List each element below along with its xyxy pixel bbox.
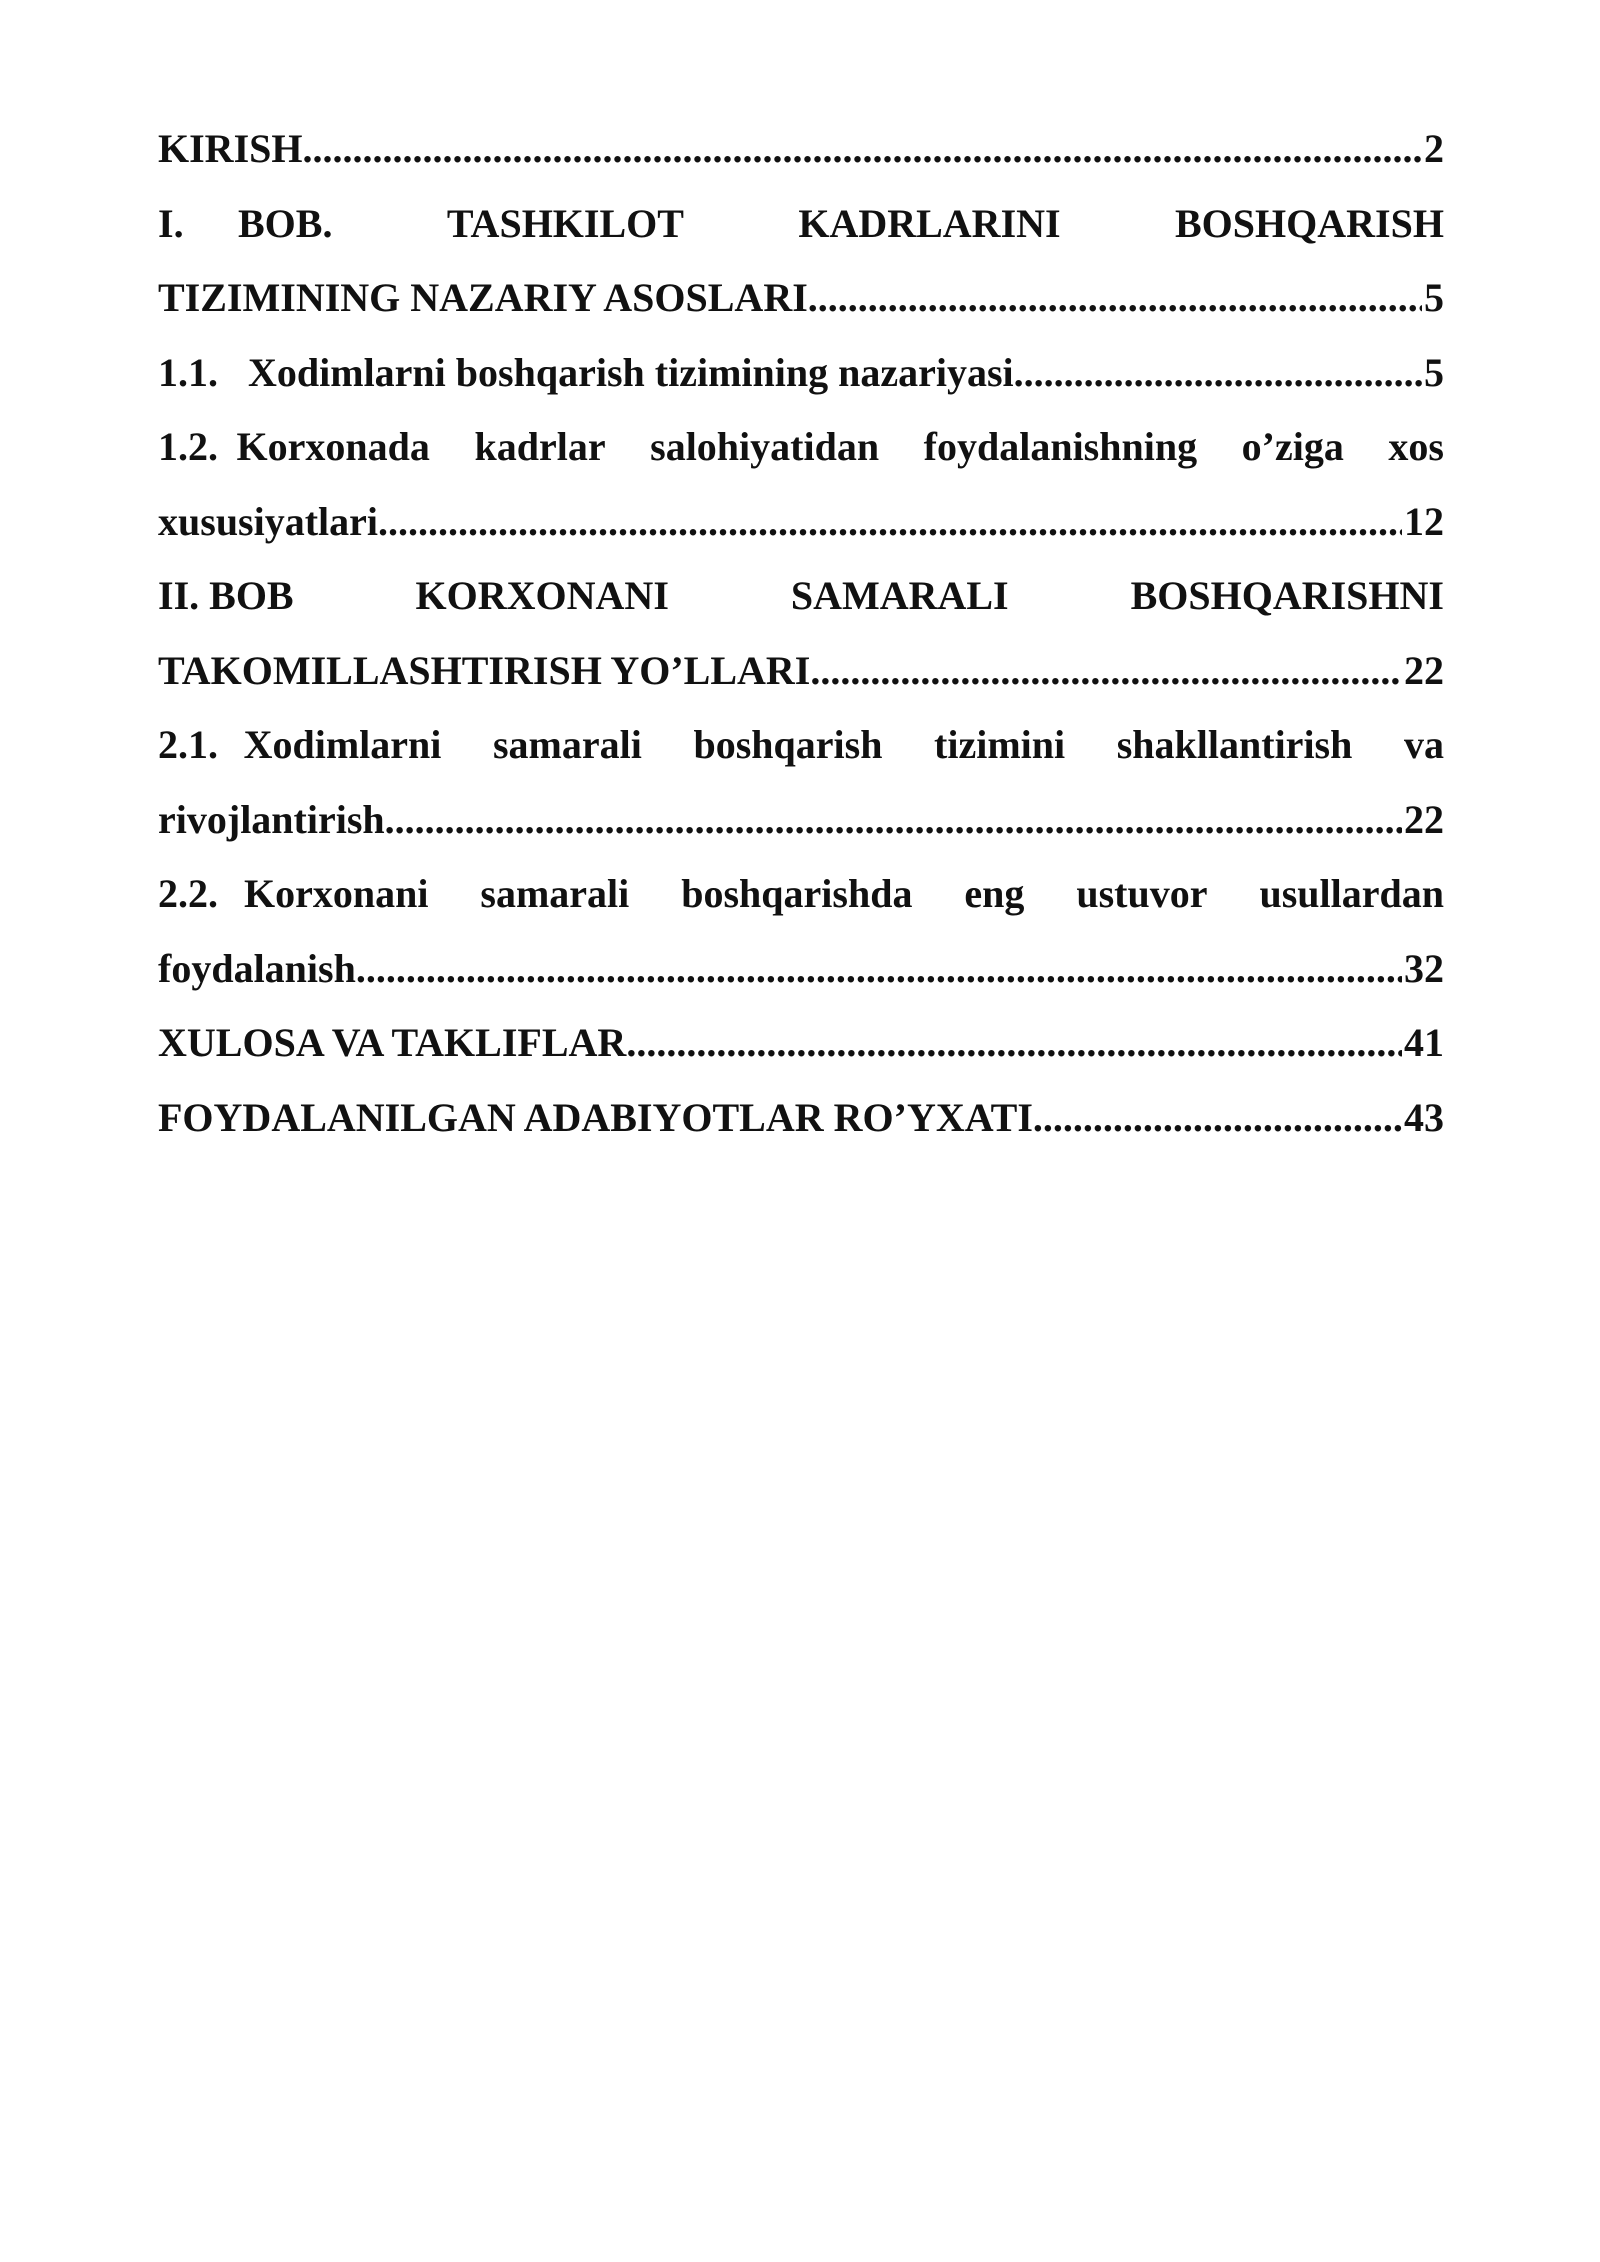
toc-page-number: 5 (1424, 349, 1444, 395)
toc-word: Korxonani (243, 871, 429, 916)
toc-word: samarali (480, 871, 630, 916)
toc-word: eng (964, 871, 1025, 916)
toc-entry-2-2-line2[interactable] (158, 932, 1444, 1007)
toc-entry-chapter2-line1[interactable] (158, 559, 1444, 634)
toc-entry-1-1[interactable] (158, 336, 1444, 411)
toc-word: kadrlar (474, 424, 606, 469)
toc-word: xos (1388, 424, 1444, 469)
toc-entry-title: KIRISH (158, 126, 303, 171)
toc-entry-kirish[interactable] (158, 112, 1444, 187)
toc-word: samarali (492, 722, 642, 767)
dot-leader (626, 1006, 1402, 1081)
dot-leader (385, 783, 1402, 858)
toc-page-number: 43 (1404, 1094, 1444, 1140)
toc-word: salohiyatidan (650, 424, 880, 469)
toc-word: shakllantirish (1116, 722, 1353, 767)
toc-entry-1-2-line2[interactable] (158, 485, 1444, 560)
toc-page-number: 22 (1404, 796, 1444, 842)
toc-entry-title: TAKOMILLASHTIRISH YO’LLARI (158, 647, 811, 693)
toc-page-number: 2 (1424, 126, 1444, 171)
toc-word: I. (158, 200, 184, 246)
toc-entry-1-2-line1[interactable] (158, 410, 1444, 485)
dot-leader (378, 485, 1402, 560)
toc-word: TASHKILOT (446, 200, 684, 246)
toc-word: usullardan (1259, 871, 1444, 916)
toc-page-number: 41 (1404, 1020, 1444, 1065)
toc-section-number: 1.1. (158, 349, 218, 395)
toc-word: BOSHQARISHNI (1130, 573, 1444, 618)
toc-entry-title: TIZIMINING NAZARIY ASOSLARI (158, 275, 808, 320)
toc-word: KADRLARINI (798, 200, 1061, 246)
toc-word: Korxonada (236, 424, 430, 469)
toc-word: BOB. (237, 200, 333, 246)
toc-word: o’ziga (1241, 424, 1344, 469)
toc-entry-chapter1-line2[interactable] (158, 261, 1444, 336)
toc-word: boshqarish (693, 722, 883, 767)
toc-word: KORXONANI (415, 573, 669, 618)
toc-word: BOSHQARISH (1174, 200, 1444, 246)
toc-entry-title: foydalanish (158, 945, 356, 991)
toc-page-number: 12 (1404, 498, 1444, 544)
toc-word: 1.2. (158, 424, 218, 469)
toc-word: 2.2. (158, 871, 218, 916)
table-of-contents (158, 112, 1444, 1155)
toc-page-number: 22 (1404, 647, 1444, 693)
toc-word: ustuvor (1076, 871, 1208, 916)
dot-leader (808, 261, 1422, 336)
dot-leader (1033, 1081, 1402, 1156)
toc-entry-2-2-line1[interactable] (158, 857, 1444, 932)
toc-word: Xodimlarni (243, 722, 442, 767)
toc-page-number: 5 (1424, 275, 1444, 320)
toc-entry-title: rivojlantirish (158, 796, 385, 842)
dot-leader (303, 112, 1423, 187)
toc-word: boshqarishda (681, 871, 913, 916)
toc-word: foydalanishning (923, 424, 1198, 469)
toc-entry-title: FOYDALANILGAN ADABIYOTLAR RO’YXATI (158, 1094, 1033, 1140)
toc-entry-chapter2-line2[interactable] (158, 634, 1444, 709)
toc-word: 2.1. (158, 722, 218, 767)
toc-word: II. BOB (158, 573, 294, 618)
dot-leader (1014, 336, 1422, 411)
toc-entry-title: Xodimlarni boshqarish tizimining nazariyasi (248, 349, 1014, 395)
toc-entry-2-1-line1[interactable] (158, 708, 1444, 783)
toc-entry-title: xususiyatlari (158, 498, 379, 544)
toc-entry-xulosa[interactable] (158, 1006, 1444, 1081)
toc-word: tizimini (934, 722, 1066, 767)
toc-entry-title: XULOSA VA TAKLIFLAR (158, 1020, 627, 1065)
toc-entry-2-1-line2[interactable] (158, 783, 1444, 858)
dot-leader (356, 932, 1402, 1007)
dot-leader (810, 634, 1402, 709)
toc-word: va (1403, 722, 1444, 767)
toc-entry-chapter1-line1[interactable] (158, 187, 1444, 262)
toc-word: SAMARALI (790, 573, 1009, 618)
toc-entry-adabiyotlar[interactable] (158, 1081, 1444, 1156)
toc-page-number: 32 (1404, 945, 1444, 991)
